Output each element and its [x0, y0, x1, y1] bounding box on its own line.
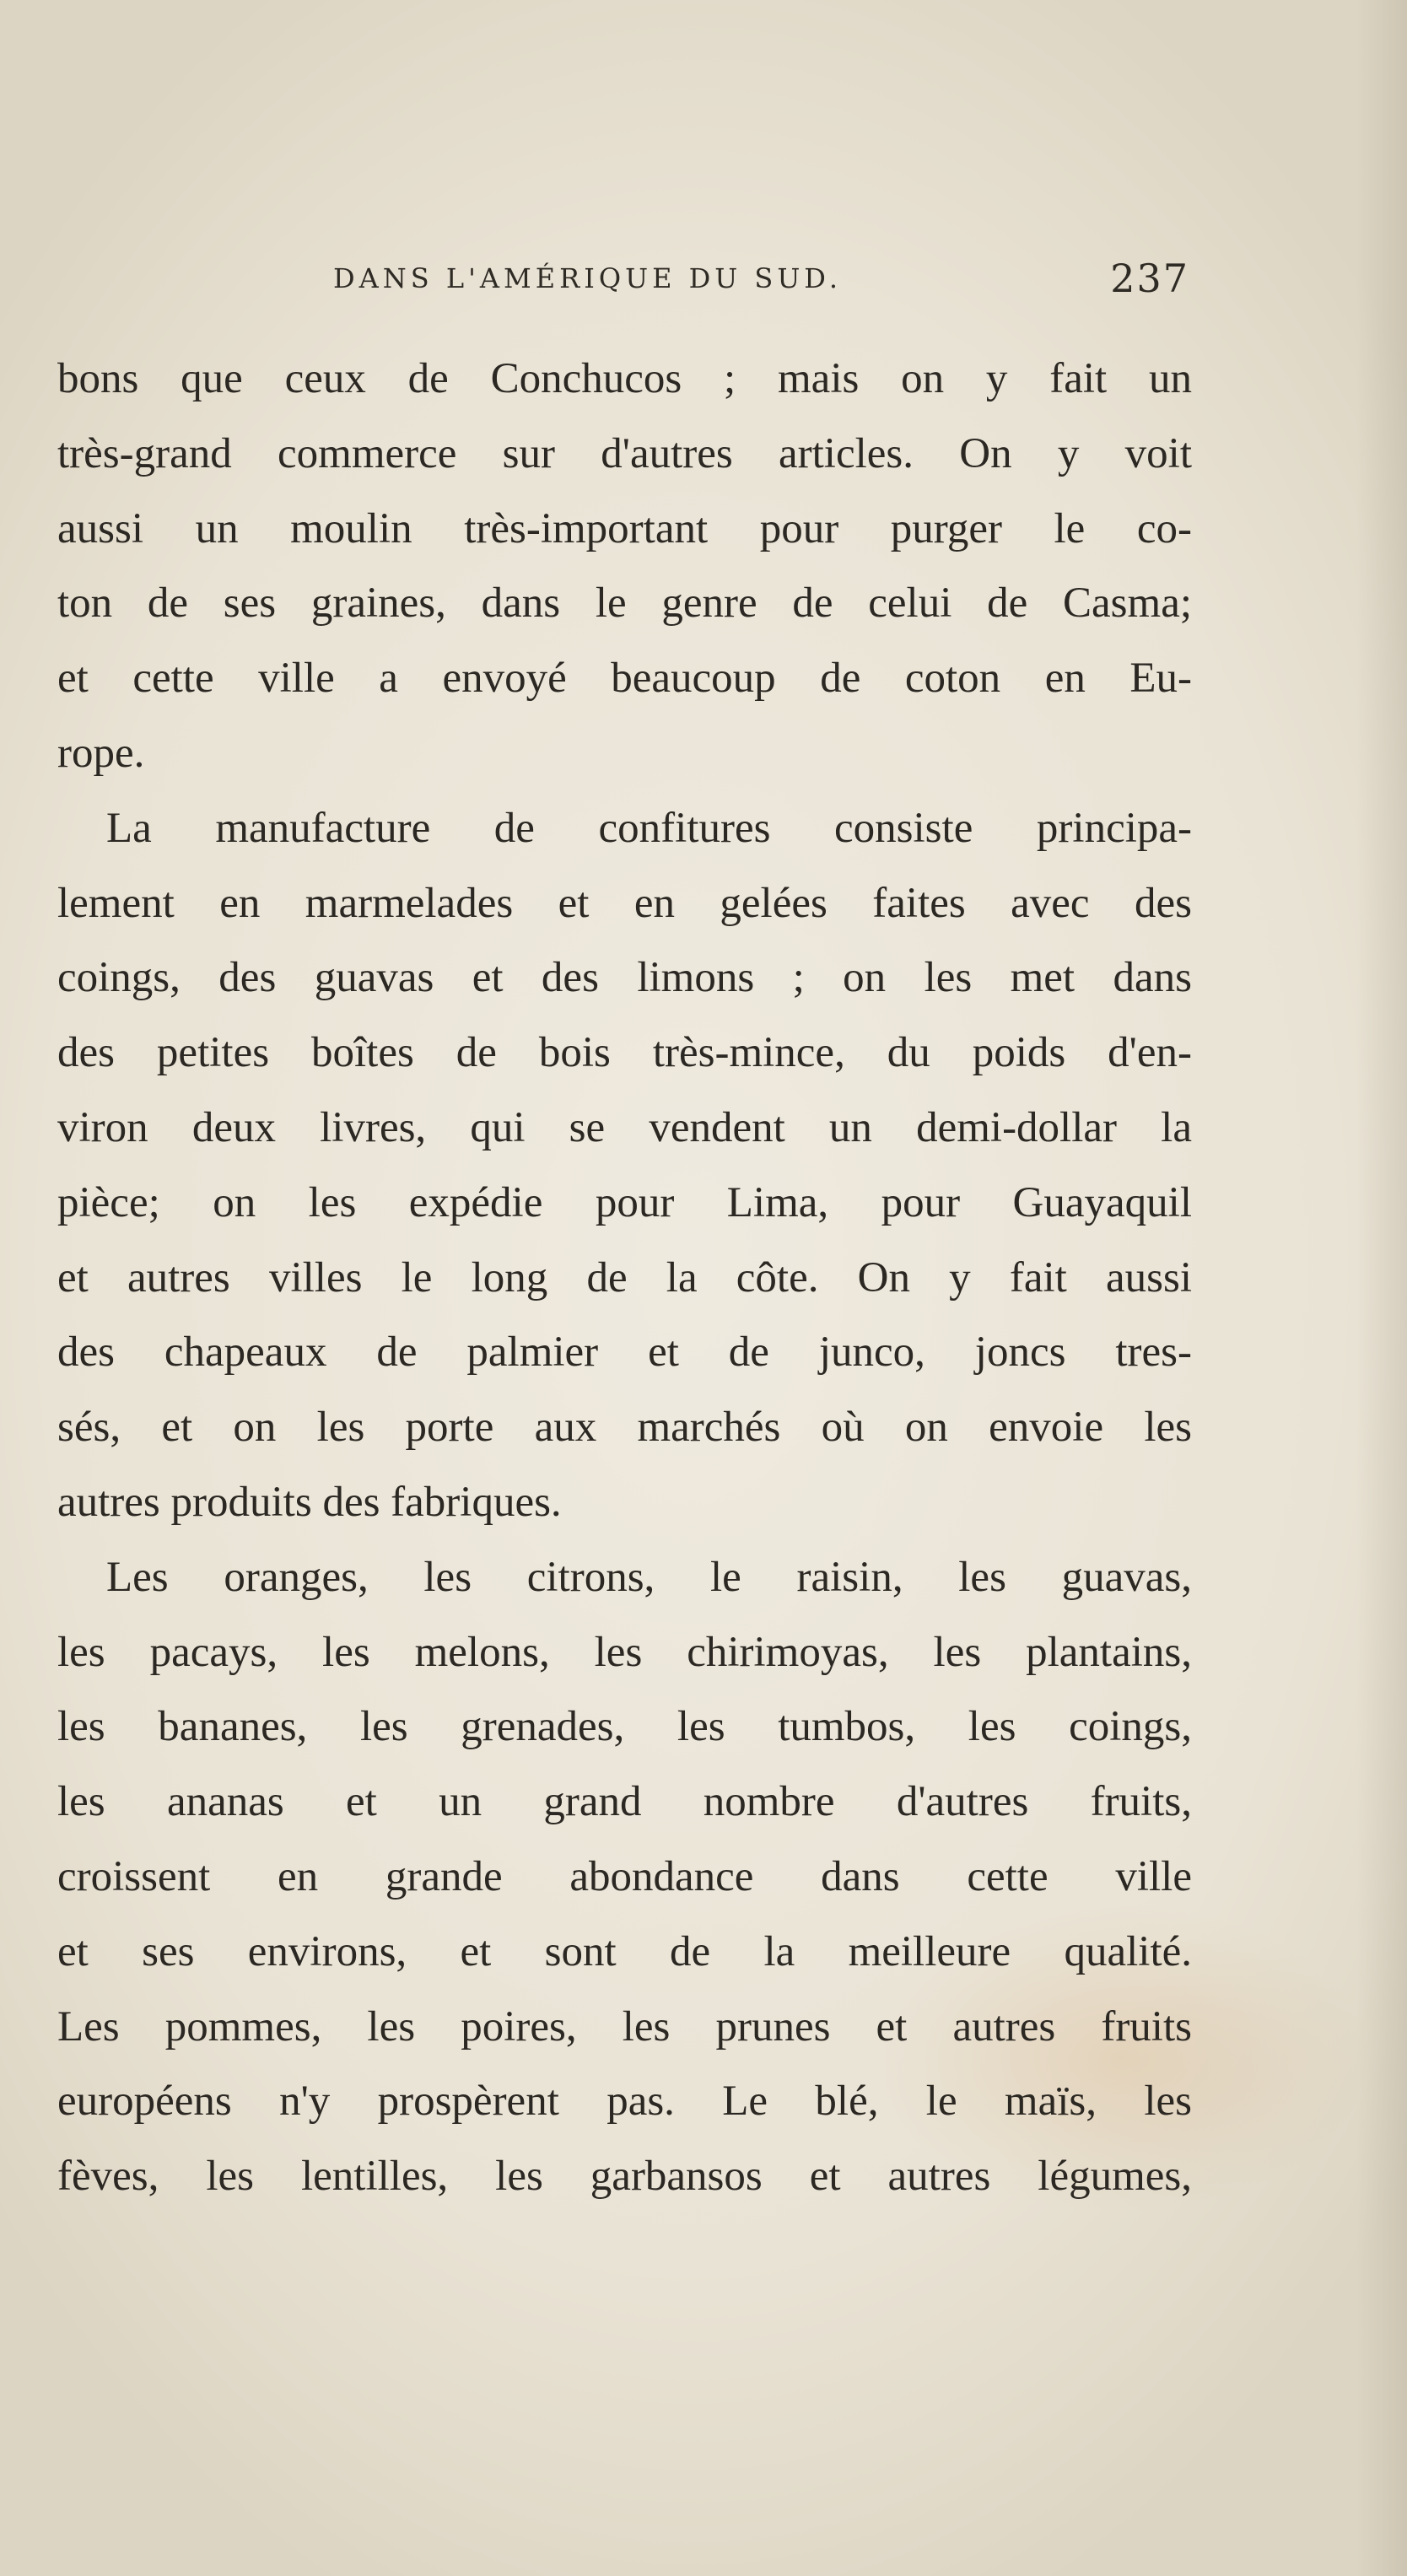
text-line: et autres villes le long de la côte. On y fait aussi [57, 1253, 1192, 1301]
text-line: les pacays, les melons, les chirimoyas, les plantains, [57, 1628, 1192, 1676]
text-line: La manufacture de confitures consiste principa- [106, 804, 1192, 852]
text-line: et cette ville a envoyé beaucoup de coton en Eu- [57, 655, 1192, 703]
text-line: croissent en grande abondance dans cette ville [57, 1852, 1192, 1900]
text-line: autres produits des fabriques. [57, 1478, 562, 1526]
text-line: fèves, les lentilles, les garbansos et autres légumes, [57, 2153, 1192, 2201]
page-number: 237 [1110, 256, 1189, 301]
text-line: des petites boîtes de bois très-mince, du poids d'en- [57, 1029, 1192, 1077]
text-line: coings, des guavas et des limons ; on les met dans [57, 954, 1192, 1002]
text-line: et ses environs, et sont de la meilleure qualité. [57, 1927, 1192, 1975]
text-line: Les oranges, les citrons, le raisin, les guavas, [106, 1553, 1192, 1601]
text-line: Les pommes, les poires, les prunes et autres fruits [57, 2002, 1192, 2051]
text-line: pièce; on les expédie pour Lima, pour Guayaquil [57, 1178, 1192, 1226]
text-line: sés, et on les porte aux marchés où on envoie les [57, 1404, 1192, 1452]
body-text [57, 342, 1192, 2214]
text-line: lement en marmelades et en gelées faites avec des [57, 879, 1192, 927]
text-line: les ananas et un grand nombre d'autres fruits, [57, 1778, 1192, 1826]
running-head [333, 256, 1223, 306]
text-line: bons que ceux de Conchucos ; mais on y fait un [57, 355, 1192, 402]
text-line: des chapeaux de palmier et de junco, joncs tres- [57, 1328, 1192, 1377]
running-title: DANS L'AMÉRIQUE DU SUD. [333, 262, 842, 294]
text-line: très-grand commerce sur d'autres articles. On y voit [57, 429, 1192, 477]
text-line: les bananes, les grenades, les tumbos, les coings, [57, 1703, 1192, 1751]
text-line: rope. [57, 729, 145, 777]
text-line: viron deux livres, qui se vendent un demi-dollar la [57, 1103, 1192, 1151]
text-line: ton de ses graines, dans le genre de celui de Casma; [57, 579, 1192, 628]
text-line: aussi un moulin très-important pour purger le co- [57, 504, 1192, 552]
text-line: européens n'y prospèrent pas. Le blé, le maïs, les [57, 2078, 1192, 2126]
